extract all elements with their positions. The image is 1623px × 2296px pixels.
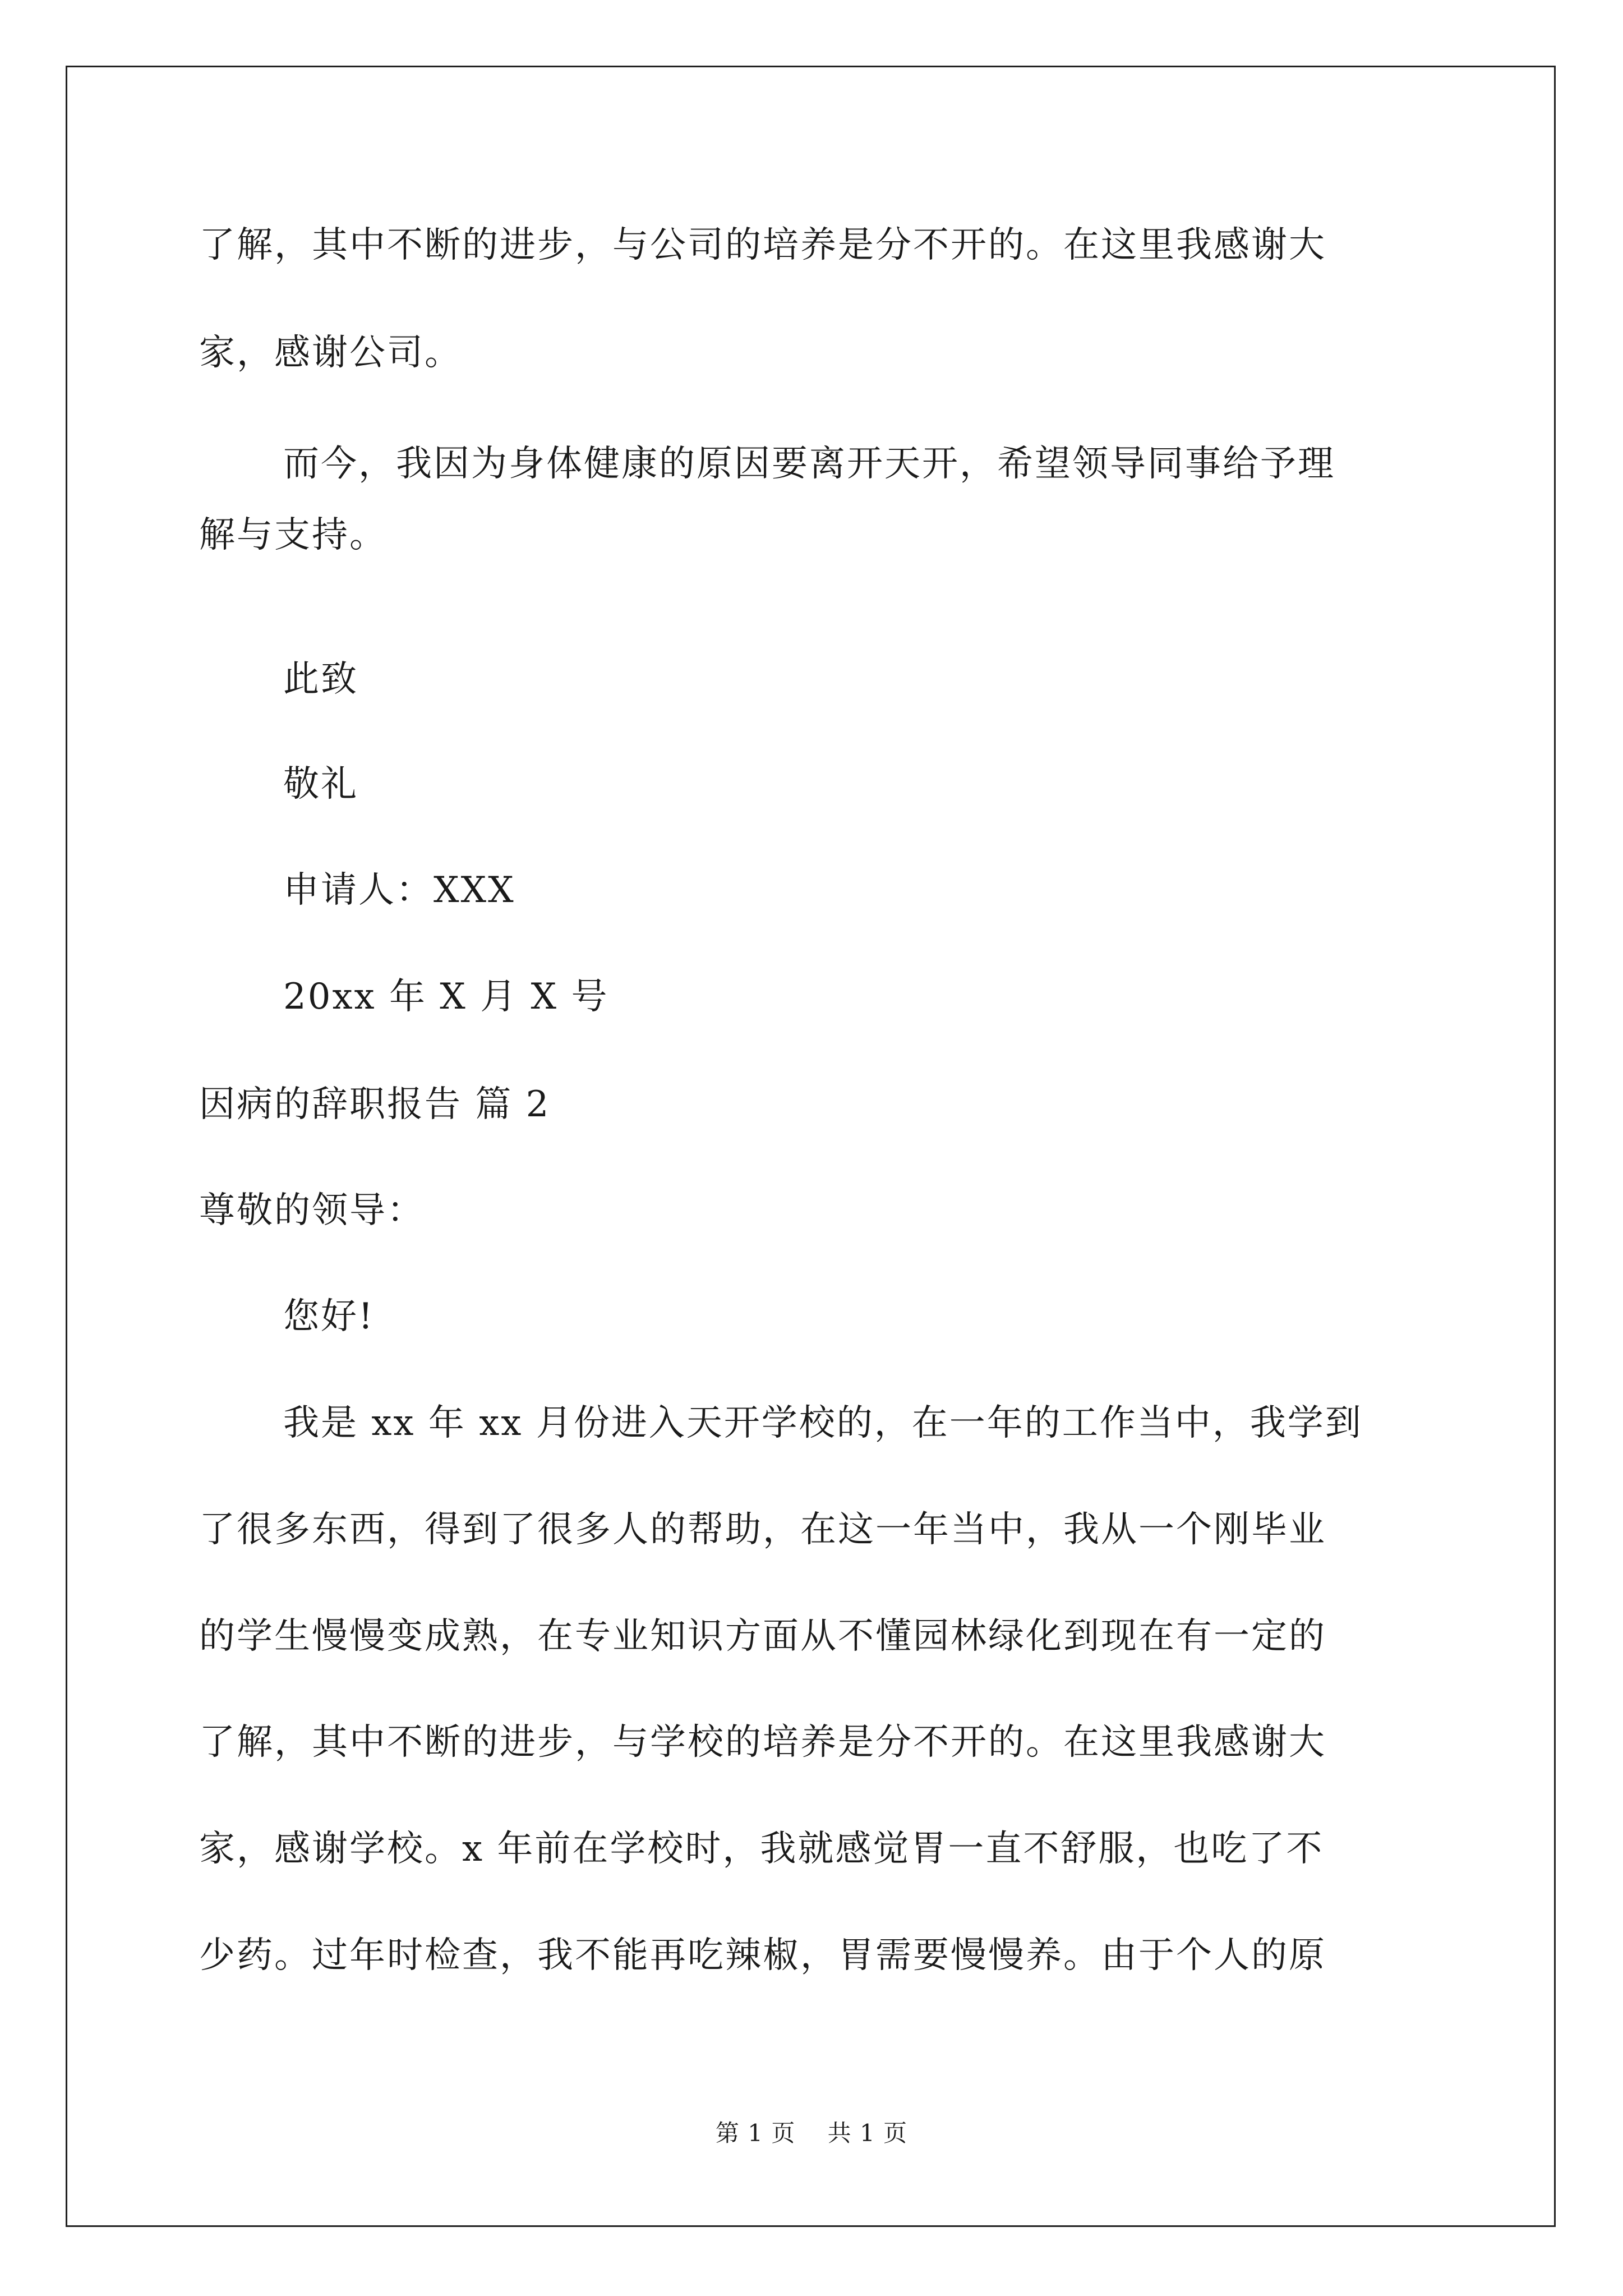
greeting: 您好! xyxy=(283,1296,375,1337)
body-line: 了解，其中不断的进步，与学校的培养是分不开的。在这里我感谢大 xyxy=(199,1722,1326,1763)
body-line: 家，感谢公司。 xyxy=(199,332,462,374)
body-line: 我是 xx 年 xx 月份进入天开学校的，在一年的工作当中，我学到 xyxy=(283,1402,1363,1444)
closing-phrase: 敬礼 xyxy=(283,763,358,805)
closing-phrase: 此致 xyxy=(283,659,358,700)
body-line: 了解，其中不断的进步，与公司的培养是分不开的。在这里我感谢大 xyxy=(199,224,1326,266)
signature-line: 申请人：XXX xyxy=(283,869,515,911)
page-border xyxy=(66,66,1556,2227)
section-heading: 因病的辞职报告 篇 2 xyxy=(199,1084,551,1125)
body-line: 解与支持。 xyxy=(199,514,387,556)
body-line: 的学生慢慢变成熟，在专业知识方面从不懂园林绿化到现在有一定的 xyxy=(199,1616,1326,1657)
body-line: 而今，我因为身体健康的原因要离开天开，希望领导同事给予理 xyxy=(283,443,1335,485)
body-line: 了很多东西，得到了很多人的帮助，在这一年当中，我从一个刚毕业 xyxy=(199,1509,1326,1550)
page-number-footer: 第 1 页 共 1 页 xyxy=(715,2119,908,2147)
salutation: 尊敬的领导： xyxy=(199,1190,425,1231)
date-line: 20xx 年 X 月 X 号 xyxy=(283,976,609,1018)
body-line: 少药。过年时检查，我不能再吃辣椒，胃需要慢慢养。由于个人的原 xyxy=(199,1935,1326,1976)
body-line: 家，感谢学校。x 年前在学校时，我就感觉胃一直不舒服，也吃了不 xyxy=(199,1828,1324,1870)
